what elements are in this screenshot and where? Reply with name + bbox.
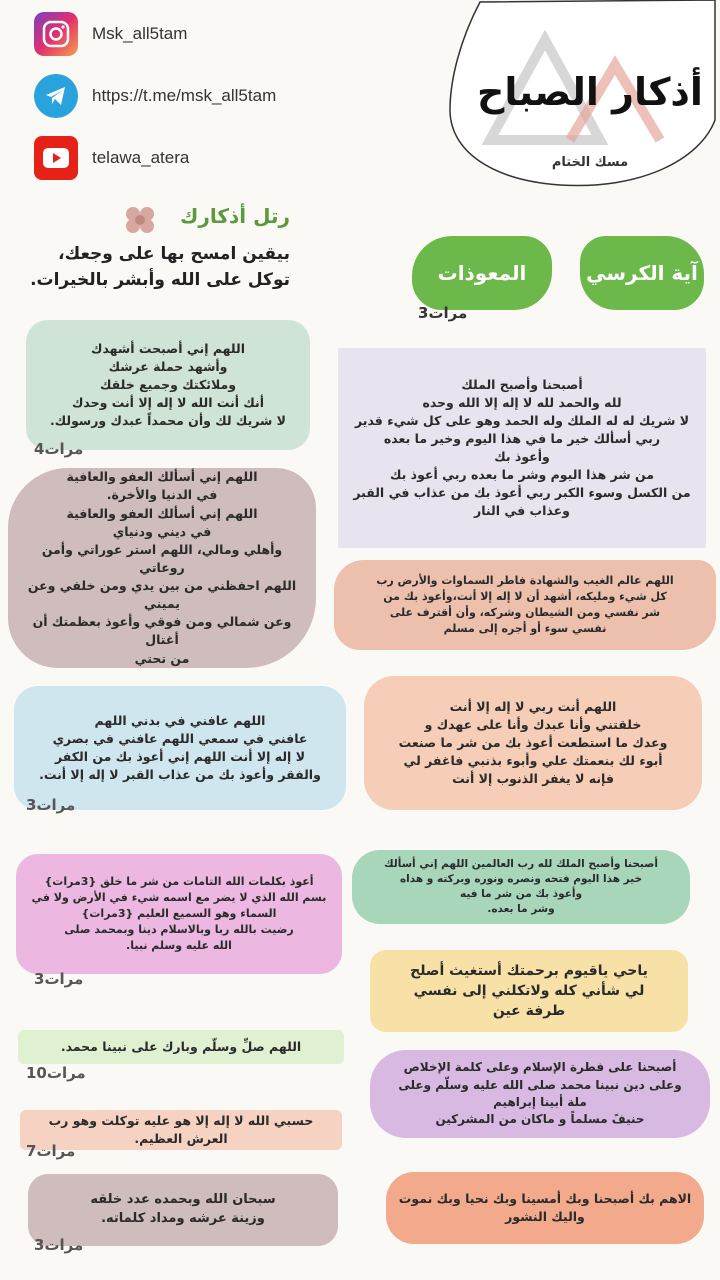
- dhikr-5-count: مرات3: [26, 796, 76, 814]
- dhikr-1-count: مرات4: [34, 440, 84, 458]
- dhikr-4-line: شر نفسي ومن الشيطان وشركه، وأن أقترف على: [389, 606, 661, 619]
- dhikr-1-line: أنك أنت الله لا إله إلا أنت وحدك: [71, 395, 265, 411]
- dhikr-2-line: وعذاب في النار: [474, 503, 570, 519]
- dhikr-11: [370, 1050, 710, 1138]
- dhikr-8-line: خير هذا اليوم فتحه ونصره ونوره وبركته و هداه: [399, 872, 643, 885]
- dhikr-1-line: لا شريك لك وأن محمداً عبدك ورسولك.: [49, 413, 286, 429]
- dhikr-7-line: رضيت بالله ربا وبالاسلام دينا وبمحمد صلى: [64, 922, 294, 936]
- dhikr-7: [16, 854, 342, 974]
- dhikr-7-line: أعوذ بكلمات الله التامات من شر ما خلق {3مرات}: [44, 875, 314, 889]
- dhikr-2: [338, 348, 706, 548]
- dhikr-1: [26, 320, 310, 450]
- dhikr-13-line: وزينة عرشه ومداد كلماته.: [101, 1211, 265, 1226]
- dhikr-12-line: حسبي الله لا إله إلا هو عليه توكلت وهو رب: [48, 1112, 314, 1128]
- telegram-link[interactable]: [34, 74, 276, 118]
- dhikr-7-line: الله عليه وسلم نبيا.: [126, 938, 232, 952]
- dhikr-2-line: من شر هذا اليوم وشر ما بعده ربي أعوذ بك: [389, 467, 655, 483]
- dhikr-3-line: وعن شمالي ومن فوقي وأعوذ بعظمتك أن أغتال: [32, 614, 292, 648]
- dhikr-3-line: وأهلي ومالي، اللهم استر عوراتي وأمن روعاتي: [41, 541, 283, 575]
- dhikr-5-line: والفقر وأعوذ بك من عذاب القبر لا إله إلا أنت.: [39, 767, 321, 783]
- dhikr-1-line: وملائكتك وجميع خلقك: [100, 376, 236, 392]
- dhikr-11-line: حنيفً مسلماً و ماكان من المشركين: [435, 1112, 645, 1127]
- dhikr-8-line: وشر ما بعده.: [487, 903, 555, 916]
- dhikr-6-line: أبوء لك بنعمتك علي وأبوء بذنبي فاغفر لي: [403, 753, 663, 769]
- tag-ayat-kursi: آية الكرسي: [580, 236, 704, 310]
- youtube-link[interactable]: [34, 136, 189, 180]
- dhikr-6-line: اللهم أنت ربي لا إله إلا أنت: [449, 698, 617, 714]
- telegram-icon: [34, 74, 78, 118]
- dhikr-1-line: اللهم إني أصبحت أشهدك: [90, 340, 246, 356]
- dhikr-12-line: العرش العظيم.: [134, 1131, 228, 1146]
- muawwidhat-count: مرات3: [418, 304, 468, 322]
- dhikr-3: [8, 468, 316, 668]
- intro-text: [20, 242, 290, 293]
- dhikr-8-line: وأعوذ بك من شر ما فيه: [459, 888, 583, 900]
- intro-line-2: توكل على الله وأبشر بالخيرات.: [30, 269, 290, 290]
- dhikr-6: [364, 676, 702, 810]
- dhikr-10: [18, 1030, 344, 1064]
- dhikr-11-line: ملة أبينا إبراهيم: [493, 1095, 587, 1109]
- dhikr-6-line: وعدك ما استطعت أعوذ بك من شر ما صنعت: [398, 734, 668, 750]
- dhikr-13-line: سبحان الله وبحمده عدد خلقه: [90, 1192, 276, 1208]
- dhikr-14-line: الاهم بك أصبحنا وبك أمسينا وبك نحيا وبك نموت: [398, 1190, 692, 1206]
- youtube-handle[interactable]: telawa_atera: [92, 148, 190, 167]
- dhikr-5-line: عافني في سمعي اللهم عافني في بصري: [52, 730, 308, 746]
- instagram-handle[interactable]: Msk_all5tam: [92, 24, 188, 43]
- dhikr-5: [14, 686, 346, 810]
- dhikr-5-line: اللهم عافني في بدني اللهم: [94, 712, 266, 728]
- dhikr-3-line: من تحتي: [134, 650, 190, 666]
- flower-icon: [120, 204, 160, 234]
- dhikr-2-line: لله والحمد لله لا إله إلا الله وحده: [422, 394, 622, 410]
- dhikr-11-line: وعلى دين نبينا محمد صلى الله عليه وسلّم وعلى: [398, 1077, 682, 1092]
- intro-heading: رتل أذكارك: [180, 204, 290, 228]
- dhikr-3-line: في ديني ودنياي: [112, 523, 212, 539]
- dhikr-3-line: في الدنيا والأخرة.: [106, 487, 218, 503]
- dhikr-8: [352, 850, 690, 924]
- dhikr-4-line: كل شيء ومليكه، أشهد أن لا إله إلا أنت،وأعوذ بك من: [383, 590, 667, 604]
- dhikr-2-line: وأعوذ بك: [494, 449, 550, 464]
- dhikr-5-line: لا إله إلا أنت اللهم إني أعوذ بك من الكفر: [54, 749, 305, 764]
- page-subtitle: مسك الختام: [551, 155, 629, 170]
- dhikr-2-line: من الكسل وسوء الكبر ربي أعوذ بك من عذاب في القبر: [353, 485, 691, 501]
- dhikr-12-count: مرات7: [26, 1142, 76, 1160]
- dhikr-7-count: مرات3: [34, 970, 84, 988]
- dhikr-7-line: السماء وهو السميع العليم {3مرات}: [81, 907, 277, 921]
- dhikr-3-line: اللهم احفظني من بين يدي ومن خلفي وعن يميني: [27, 578, 297, 612]
- dhikr-7-line: بسم الله الذي لا يضر مع اسمه شيء في الأرض ولا في: [31, 891, 327, 905]
- dhikr-3-line: اللهم إني أسألك العفو والعافية: [66, 505, 258, 521]
- instagram-link[interactable]: [34, 12, 187, 56]
- dhikr-9-line: ياحي ياقيوم برحمتك أستغيث أصلح: [410, 962, 648, 979]
- dhikr-11-line: أصبحنا على فطرة الإسلام وعلى كلمة الإخلاص: [403, 1060, 677, 1075]
- dhikr-14-line: واليك النشور: [505, 1209, 585, 1224]
- dhikr-1-line: وأشهد حملة عرشك: [108, 358, 228, 374]
- youtube-icon: [34, 136, 78, 180]
- dhikr-4-line: اللهم عالم الغيب والشهادة فاطر السماوات والأرض رب: [376, 574, 674, 588]
- intro-line-1: بيقين امسح بها على وجعك،: [58, 244, 290, 264]
- dhikr-9: [370, 950, 688, 1032]
- dhikr-2-line: لا شريك له له الملك وله الحمد وهو على كل شيء قدير: [354, 412, 690, 428]
- instagram-icon: [34, 12, 78, 56]
- dhikr-10-line: اللهم صلِّ وسلّم وبارك على نبينا محمد.: [60, 1038, 302, 1054]
- dhikr-3-line: اللهم إني أسألك العفو والعافية: [66, 469, 258, 485]
- page-title: أذكار الصباح: [477, 70, 703, 114]
- dhikr-4-line: نفسي سوء أو أجره إلى مسلم: [443, 621, 607, 635]
- dhikr-4: [334, 560, 716, 650]
- dhikr-2-line: ربي أسألك خير ما في هذا اليوم وخير ما بعده: [383, 430, 661, 446]
- telegram-url[interactable]: https://t.me/msk_all5tam: [92, 86, 277, 105]
- dhikr-10-count: مرات10: [26, 1064, 86, 1082]
- dhikr-9-line: لي شأني كله ولاتكلني إلى نفسي: [413, 982, 645, 999]
- dhikr-6-line: فإنه لا يغفر الذنوب إلا أنت: [452, 771, 614, 787]
- dhikr-14: [386, 1172, 704, 1244]
- dhikr-6-line: خلقتني وأنا عبدك وأنا على عهدك و: [424, 716, 642, 732]
- tag-muawwidhat: المعوذات: [412, 236, 552, 310]
- dhikr-8-line: أصبحنا وأصبح الملك لله رب العالمين اللهم إني أسألك: [384, 857, 658, 870]
- dhikr-2-line: أصبحنا وأصبح الملك: [461, 376, 583, 392]
- dhikr-9-line: طرفة عين: [492, 1003, 566, 1020]
- dhikr-13-count: مرات3: [34, 1236, 84, 1254]
